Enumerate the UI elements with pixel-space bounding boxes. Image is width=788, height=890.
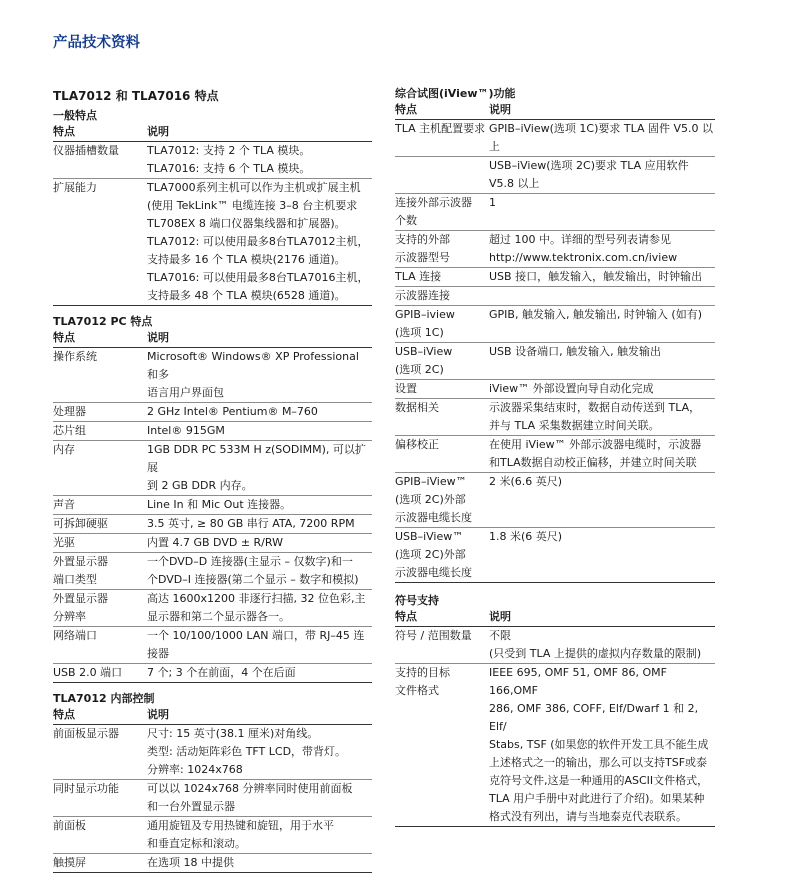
table-header [395, 102, 715, 120]
section-subtitle: 符号支持 [395, 594, 439, 607]
spec-table [53, 142, 372, 306]
table-row [395, 664, 715, 827]
left-column [53, 108, 372, 873]
table-row [53, 553, 372, 590]
feature-cell: TLA 主机配置要求 [395, 120, 489, 157]
feature-cell [395, 157, 489, 194]
table-row [395, 380, 715, 399]
description-cell: Microsoft® Windows® XP Professional 和多 语言用户界面包 [147, 348, 372, 403]
description-cell: 尺寸: 15 英寸(38.1 厘米)对角线。 类型: 活动矩阵彩色 TFT LCD，带背灯。 分辨率: 1024x768 [147, 725, 372, 780]
feature-cell: GPIB–iview (选项 1C) [395, 306, 489, 343]
description-cell: TLA7000系列主机可以作为主机或扩展主机 (使用 TekLink™ 电缆连接 3–8 台主机要求 TL708EX 8 端口仪器集线器和扩展器)。 TLA7012: 可以使用最多8台TLA7012主机， 支持最多 16 个 TLA 模块(2176 通道)。 TLA7016: 可以使用最多8台TLA7016主机， 支持最多 48 个 TLA 模块(6528 通道)。 [147, 179, 372, 306]
spec-table [53, 725, 372, 873]
description-cell: 1 [489, 194, 715, 231]
general-block [53, 108, 372, 306]
table-row [53, 817, 372, 854]
table-row [395, 473, 715, 528]
feature-cell: GPIB–iView™ (选项 2C)外部 示波器电缆长度 [395, 473, 489, 528]
feature-cell: 支持的外部 示波器型号 [395, 231, 489, 268]
table-row [53, 534, 372, 553]
feature-cell: TLA 连接 [395, 268, 489, 287]
description-cell: 3.5 英寸, ≥ 80 GB 串行 ATA, 7200 RPM [147, 515, 372, 534]
feature-cell: 偏移校正 [395, 436, 489, 473]
description-cell: 内置 4.7 GB DVD ± R/RW [147, 534, 372, 553]
feature-cell: 可拆卸硬驱 [53, 515, 147, 534]
header-feature: 特点 [53, 708, 75, 721]
table-header [53, 124, 372, 142]
description-cell: 一个 10/100/1000 LAN 端口，带 RJ–45 连 接器 [147, 627, 372, 664]
description-cell: 1GB DDR PC 533M H z(SODIMM), 可以扩展 到 2 GB DDR 内存。 [147, 441, 372, 496]
description-cell: 2 米(6.6 英尺) [489, 473, 715, 528]
description-cell: USB 接口，触发输入，触发输出，时钟输出 [489, 268, 715, 287]
description-cell: 可以以 1024x768 分辨率同时使用前面板 和一台外置显示器 [147, 780, 372, 817]
table-row [53, 627, 372, 664]
description-cell: 1.8 米(6 英尺) [489, 528, 715, 583]
feature-cell: 操作系统 [53, 348, 147, 403]
pc-block [53, 314, 372, 683]
table-row [395, 399, 715, 436]
header-description: 说明 [147, 125, 169, 138]
feature-cell: 支持的目标 文件格式 [395, 664, 489, 827]
table-row [53, 422, 372, 441]
section-subtitle: TLA7012 PC 特点 [53, 315, 153, 328]
table-row [395, 157, 715, 194]
table-row [53, 725, 372, 780]
description-cell: 通用旋钮及专用热键和旋钮，用于水平 和垂直定标和滚动。 [147, 817, 372, 854]
spec-table [395, 627, 715, 827]
table-header [53, 330, 372, 348]
table-header [53, 707, 372, 725]
table-row [53, 403, 372, 422]
internal-block [53, 691, 372, 873]
spec-table [395, 120, 715, 583]
description-cell: USB 设备端口, 触发输入, 触发输出 [489, 343, 715, 380]
table-row [395, 231, 715, 268]
table-header [395, 609, 715, 627]
description-cell: 高达 1600x1200 非逐行扫描, 32 位色彩,主 显示器和第二个显示器各一。 [147, 590, 372, 627]
description-cell [489, 287, 715, 306]
table-row [53, 441, 372, 496]
table-row [395, 528, 715, 583]
symbol-block [395, 593, 715, 827]
iview-block [395, 86, 715, 583]
table-row [395, 268, 715, 287]
table-row [395, 120, 715, 157]
feature-cell: 声音 [53, 496, 147, 515]
table-row [395, 436, 715, 473]
spec-table [53, 348, 372, 683]
feature-cell: USB 2.0 端口 [53, 664, 147, 683]
header-feature: 特点 [395, 610, 417, 623]
description-cell: IEEE 695, OMF 51, OMF 86, OMF 166,OMF 286, OMF 386, COFF, Elf/Dwarf 1 和 2, Elf/ Stabs, TSF (如果您的软件开发工具不能生成 上述格式之一的输出，那么可以支持TSF或泰 克符号文件,这是一种通用的ASCII文件格式， TLA 用户手册中对此进行了介绍)。如果某种 格式没有列出，请与当地泰克代表联系。 [489, 664, 715, 827]
feature-cell: 触摸屏 [53, 854, 147, 873]
section-subtitle: 一般特点 [53, 109, 97, 122]
description-cell: GPIB–iView(选项 1C)要求 TLA 固件 V5.0 以 上 [489, 120, 715, 157]
header-description: 说明 [147, 331, 169, 344]
description-cell: GPIB, 触发输入, 触发输出, 时钟输入 (如有) [489, 306, 715, 343]
feature-cell: 芯片组 [53, 422, 147, 441]
feature-cell: 外置显示器 分辨率 [53, 590, 147, 627]
right-column [395, 86, 715, 827]
table-row [53, 142, 372, 179]
feature-cell: 设置 [395, 380, 489, 399]
table-row [53, 515, 372, 534]
table-row [53, 348, 372, 403]
feature-cell: 网络端口 [53, 627, 147, 664]
description-cell: USB–iView(选项 2C)要求 TLA 应用软件 V5.8 以上 [489, 157, 715, 194]
header-feature: 特点 [395, 103, 417, 116]
description-cell: iView™ 外部设置向导自动化完成 [489, 380, 715, 399]
feature-cell: 前面板显示器 [53, 725, 147, 780]
header-description: 说明 [489, 610, 511, 623]
section-subtitle: TLA7012 内部控制 [53, 692, 155, 705]
feature-cell: 同时显示功能 [53, 780, 147, 817]
table-row [53, 780, 372, 817]
feature-cell: 数据相关 [395, 399, 489, 436]
description-cell: TLA7012: 支持 2 个 TLA 模块。 TLA7016: 支持 6 个 TLA 模块。 [147, 142, 372, 179]
table-row [53, 854, 372, 873]
feature-cell: 处理器 [53, 403, 147, 422]
feature-cell: 内存 [53, 441, 147, 496]
feature-cell: 外置显示器 端口类型 [53, 553, 147, 590]
table-row [395, 627, 715, 664]
feature-cell: USB–iView (选项 2C) [395, 343, 489, 380]
table-row [53, 590, 372, 627]
feature-cell: USB–iView™ (选项 2C)外部 示波器电缆长度 [395, 528, 489, 583]
table-row [53, 496, 372, 515]
header-feature: 特点 [53, 331, 75, 344]
left-section-title: TLA7012 和 TLA7016 特点 [53, 89, 219, 103]
feature-cell: 光驱 [53, 534, 147, 553]
description-cell: 不限 (只受到 TLA 上提供的虚拟内存数量的限制) [489, 627, 715, 664]
feature-cell: 符号 / 范围数量 [395, 627, 489, 664]
description-cell: Intel® 915GM [147, 422, 372, 441]
feature-cell: 连接外部示波器 个数 [395, 194, 489, 231]
description-cell: 在选项 18 中提供 [147, 854, 372, 873]
description-cell: 在使用 iView™ 外部示波器电缆时，示波器 和TLA数据自动校正偏移，并建立时间关联 [489, 436, 715, 473]
description-cell: 2 GHz Intel® Pentium® M–760 [147, 403, 372, 422]
description-cell: 一个DVD–D 连接器(主显示 – 仅数字)和一 个DVD–I 连接器(第二个显示 – 数字和模拟) [147, 553, 372, 590]
feature-cell: 前面板 [53, 817, 147, 854]
description-cell: Line In 和 Mic Out 连接器。 [147, 496, 372, 515]
header-feature: 特点 [53, 125, 75, 138]
page-header: 产品技术资料 [53, 35, 140, 51]
table-row [395, 194, 715, 231]
description-cell: 超过 100 中。详细的型号列表请参见 http://www.tektronix.com.cn/iview [489, 231, 715, 268]
feature-cell: 仪器插槽数量 [53, 142, 147, 179]
table-row [53, 664, 372, 683]
table-row [395, 306, 715, 343]
table-row [53, 179, 372, 306]
description-cell: 7 个; 3 个在前面，4 个在后面 [147, 664, 372, 683]
feature-cell: 扩展能力 [53, 179, 147, 306]
header-description: 说明 [147, 708, 169, 721]
table-row [395, 343, 715, 380]
table-row [395, 287, 715, 306]
feature-cell: 示波器连接 [395, 287, 489, 306]
header-description: 说明 [489, 103, 511, 116]
section-subtitle: 综合试图(iView™)功能 [395, 87, 516, 100]
description-cell: 示波器采集结束时，数据自动传送到 TLA， 并与 TLA 采集数据建立时间关联。 [489, 399, 715, 436]
